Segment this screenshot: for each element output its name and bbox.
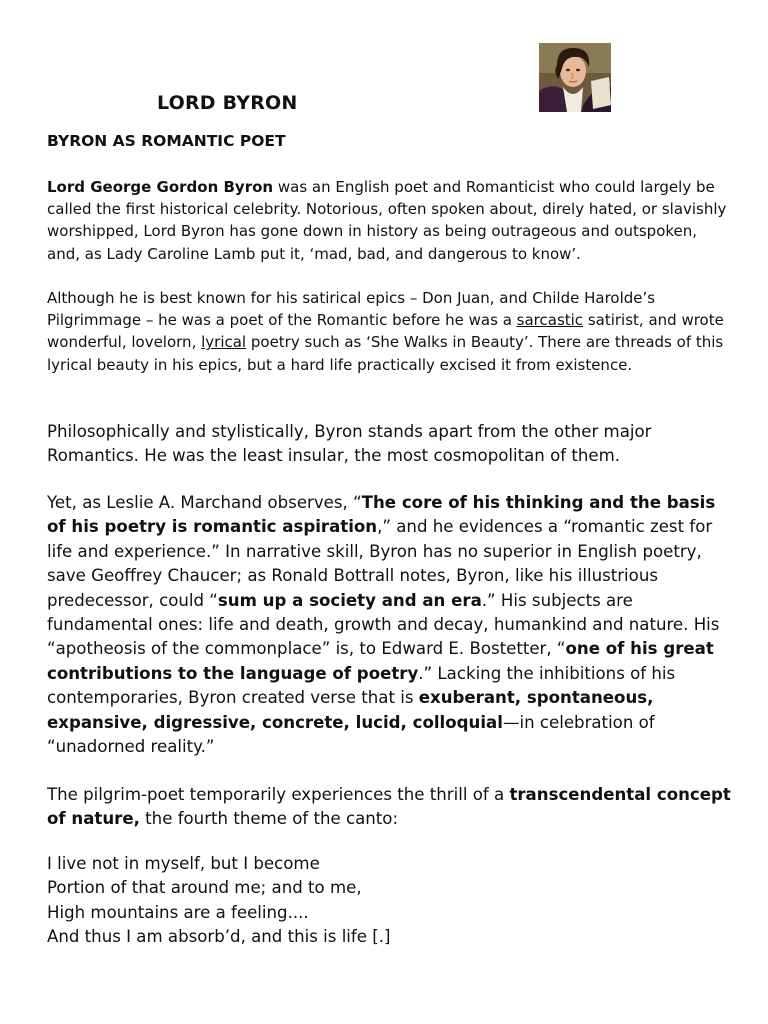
paragraph-text: .” His subjects are fundamental ones: life and death, growth and decay, humankind and nature. His “apotheosis of the commonplace” is, to Edward E. Bostetter, “: [47, 590, 720, 659]
paragraph-text: was an English poet and Romanticist who could largely be called the first historical celebrity. Notorious, often spoken about, direly hated, or slavishly worshipped, Lord Byron has gone down in history as being outrageous and outspoken, and, as Lady Caroline Lamb put it, ‘mad, bad, and dangerous to know’.: [47, 178, 727, 263]
paragraph-marchand: [47, 491, 737, 759]
paragraph-text: Although he is best known for his satirical epics – Don Juan, and Childe Harolde’s Pilgrimmage – he was a poet of the Romantic before he was a: [47, 289, 656, 330]
paragraph-text: —in celebration of “unadorned reality.”: [47, 712, 655, 757]
paragraph-text: Yet, as Leslie A. Marchand observes, “: [47, 493, 362, 512]
poem-line: And thus I am absorb’d, and this is life [.]: [47, 927, 391, 947]
paragraph-text: Philosophically and stylistically, Byron stands apart from the other major Romantics. He was the least insular, the most cosmopolitan of them.: [47, 422, 652, 466]
paragraph-text: the fourth theme of the canto:: [139, 809, 399, 829]
poem-line: Portion of that around me; and to me,: [47, 878, 362, 898]
paragraph-pilgrim: [47, 783, 737, 832]
section-heading: BYRON AS ROMANTIC POET: [47, 132, 286, 150]
paragraph-philosophy: [47, 420, 737, 469]
poem-line: High mountains are a feeling....: [47, 902, 309, 922]
paragraph-text: ,” and he evidences a “romantic zest for life and experience.” In narrative skill, Byron has no superior in English poetry, save Geoffrey Chaucer; as Ronald Bottrall notes, Byron, like his illustrious predecessor, could “: [47, 517, 713, 610]
bold-quote: one of his great contributions to the language of poetry: [47, 639, 714, 683]
page-title: LORD BYRON: [157, 92, 298, 114]
underlined-word: sarcastic: [516, 311, 584, 330]
portrait-image: [539, 43, 611, 112]
bold-quote: The core of his thinking and the basis of his poetry is romantic aspiration: [47, 493, 716, 537]
paragraph-text: .” Lacking the inhibitions of his contemporaries, Byron created verse that is: [47, 663, 676, 708]
bold-phrase: transcendental concept of nature,: [47, 785, 731, 829]
poem-quote: [47, 852, 390, 950]
paragraph-text: poetry such as ‘She Walks in Beauty’. There are threads of this lyrical beauty in his epics, but a hard life practically excised it from existence.: [47, 333, 724, 374]
paragraph-text: satirist, and wrote wonderful, lovelorn,: [47, 311, 724, 352]
bold-quote: exuberant, spontaneous, expansive, digressive, concrete, lucid, colloquial: [47, 688, 654, 732]
paragraph-satirical-epics: [47, 287, 727, 376]
bold-name: Lord George Gordon Byron: [47, 178, 274, 196]
paragraph-intro: [47, 176, 727, 265]
poem-line: I live not in myself, but I become: [47, 854, 320, 873]
underlined-word: lyrical: [201, 333, 247, 352]
paragraph-text: The pilgrim-poet temporarily experiences the thrill of a: [47, 785, 510, 804]
bold-quote: sum up a society and an era: [217, 590, 482, 610]
